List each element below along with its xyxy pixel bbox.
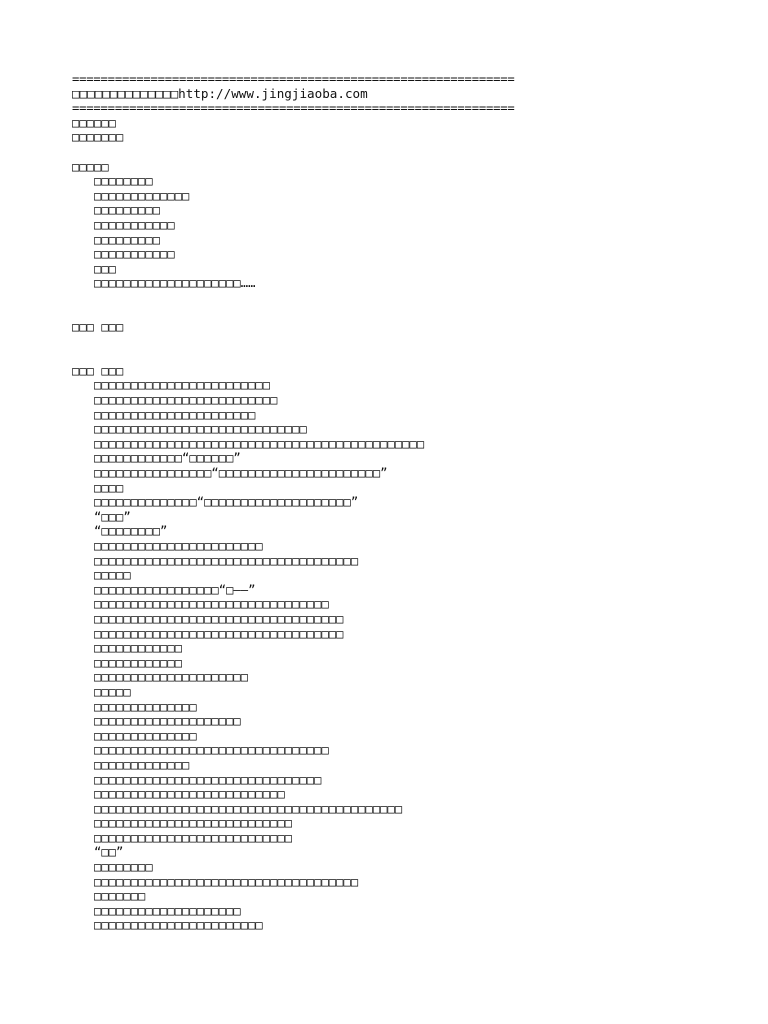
text-line: □□□□□□□□□□□□ — [72, 655, 183, 670]
text-line: □□□□□□□□□□□□□ — [72, 757, 190, 772]
text-line: □□□ — [72, 261, 117, 276]
text-line: □□□□□□□□□□□□□□http://www.jingjiaoba.com — [72, 86, 368, 101]
text-line: □□□□□□□□ — [72, 860, 153, 875]
text-line: □□□□□□□□□□□□□□□□□“□——” — [72, 582, 256, 597]
text-line: □□□□□□□□□□□□□□□□□□□□□□□ — [72, 918, 263, 933]
text-line: □□□□□□□□□□□□□□□□□□□□ — [72, 903, 241, 918]
blank-line — [72, 291, 712, 306]
text-line: □□□□□□□□□□□□“□□□□□□” — [72, 451, 241, 466]
text-line: □□□□□□□□□□□□□□□□□□□□□□□□□□□□□□□□ — [72, 743, 329, 758]
blank-line — [72, 335, 712, 350]
text-line: □□□□□□ — [72, 115, 117, 130]
document-text — [72, 72, 712, 933]
text-line: □□□□□□□□□□□□□□□□□□□□□□□□□□□□□ — [72, 422, 307, 437]
text-line: □□□□□□□□□□□□□□□□□□□□…… — [72, 276, 256, 291]
text-line: □□□□□□□□ — [72, 174, 153, 189]
text-line: □□□ □□□ — [72, 363, 124, 378]
separator-line: ============================================================== — [72, 101, 515, 116]
text-line: □□□□□□□□□□□□□□□□“□□□□□□□□□□□□□□□□□□□□□□” — [72, 466, 388, 481]
text-line: □□□□□□□□□□□□□ — [72, 188, 190, 203]
text-line: □□□□□□□□□□□□□□□□□□□□□□□□□□□□□□□□□□□□□□□□□□ — [72, 801, 403, 816]
blank-line — [72, 349, 712, 364]
text-line: □□□□ — [72, 480, 124, 495]
text-line: □□□□□□□□□□□□□□□□□□□□□□□□□□□ — [72, 830, 293, 845]
text-line: “□□□□□□□□” — [72, 524, 168, 539]
text-line: □□□□□□□□□□□□□□□□□□□□□□□□□□□ — [72, 816, 293, 831]
text-line: □□□□□□□□□ — [72, 203, 161, 218]
text-line: □□□□□□□□□□□□□□□□□□□□□□□□□□□□□□□ — [72, 772, 322, 787]
text-line: □□□□□□□□□ — [72, 232, 161, 247]
blank-line — [72, 306, 712, 321]
text-line: □□□ □□□ — [72, 320, 124, 335]
text-line: □□□□□□□□□□□□□□□□□□□□□□ — [72, 407, 256, 422]
text-line: □□□□□□□ — [72, 130, 124, 145]
text-line: □□□□□ — [72, 684, 131, 699]
text-line: □□□□□□□□□□□ — [72, 217, 175, 232]
text-line: □□□□□□□ — [72, 889, 146, 904]
text-line: □□□□□□□□□□□□□□□□□□□□□□□□ — [72, 378, 271, 393]
text-line: “□□□” — [72, 509, 131, 524]
text-line: □□□□□□□□□□□□□□□□□□□□□□□□□□ — [72, 787, 285, 802]
text-line: □□□□□□□□□□□□□□ — [72, 699, 197, 714]
text-line: □□□□□□□□□□□□□□□□□□□□□□□□□□□□□□□□□□□□ — [72, 553, 359, 568]
text-line: □□□□□ — [72, 568, 131, 583]
separator-line: ============================================================== — [72, 72, 515, 86]
text-line: □□□□□□□□□□□□□□□□□□□□□ — [72, 670, 249, 685]
text-line: □□□□□□□□□□□□□□“□□□□□□□□□□□□□□□□□□□□” — [72, 495, 359, 510]
text-line: □□□□□□□□□□□□□□□□□□□□□□□□□□□□□□□□ — [72, 597, 329, 612]
text-line: □□□□□□□□□□□□□□□□□□□□□□□□□□□□□□□□□□□□ — [72, 874, 359, 889]
text-line: □□□□□□□□□□□ — [72, 247, 175, 262]
text-line: □□□□□□□□□□□□□□□□□□□□□□□□□ — [72, 393, 278, 408]
text-line: □□□□□□□□□□□□□□□□□□□□ — [72, 714, 241, 729]
text-line: □□□□□□□□□□□□□□ — [72, 728, 197, 743]
text-line: □□□□□□□□□□□□□□□□□□□□□□□□□□□□□□□□□□ — [72, 611, 344, 626]
text-line: □□□□□□□□□□□□□□□□□□□□□□□ — [72, 539, 263, 553]
text-line: □□□□□□□□□□□□ — [72, 641, 183, 656]
text-line: □□□□□□□□□□□□□□□□□□□□□□□□□□□□□□□□□□ — [72, 626, 344, 641]
blank-line — [72, 145, 712, 160]
text-line: □□□□□ — [72, 159, 109, 174]
text-line: □□□□□□□□□□□□□□□□□□□□□□□□□□□□□□□□□□□□□□□□□□□□□ — [72, 436, 425, 451]
text-line: “□□” — [72, 845, 124, 860]
